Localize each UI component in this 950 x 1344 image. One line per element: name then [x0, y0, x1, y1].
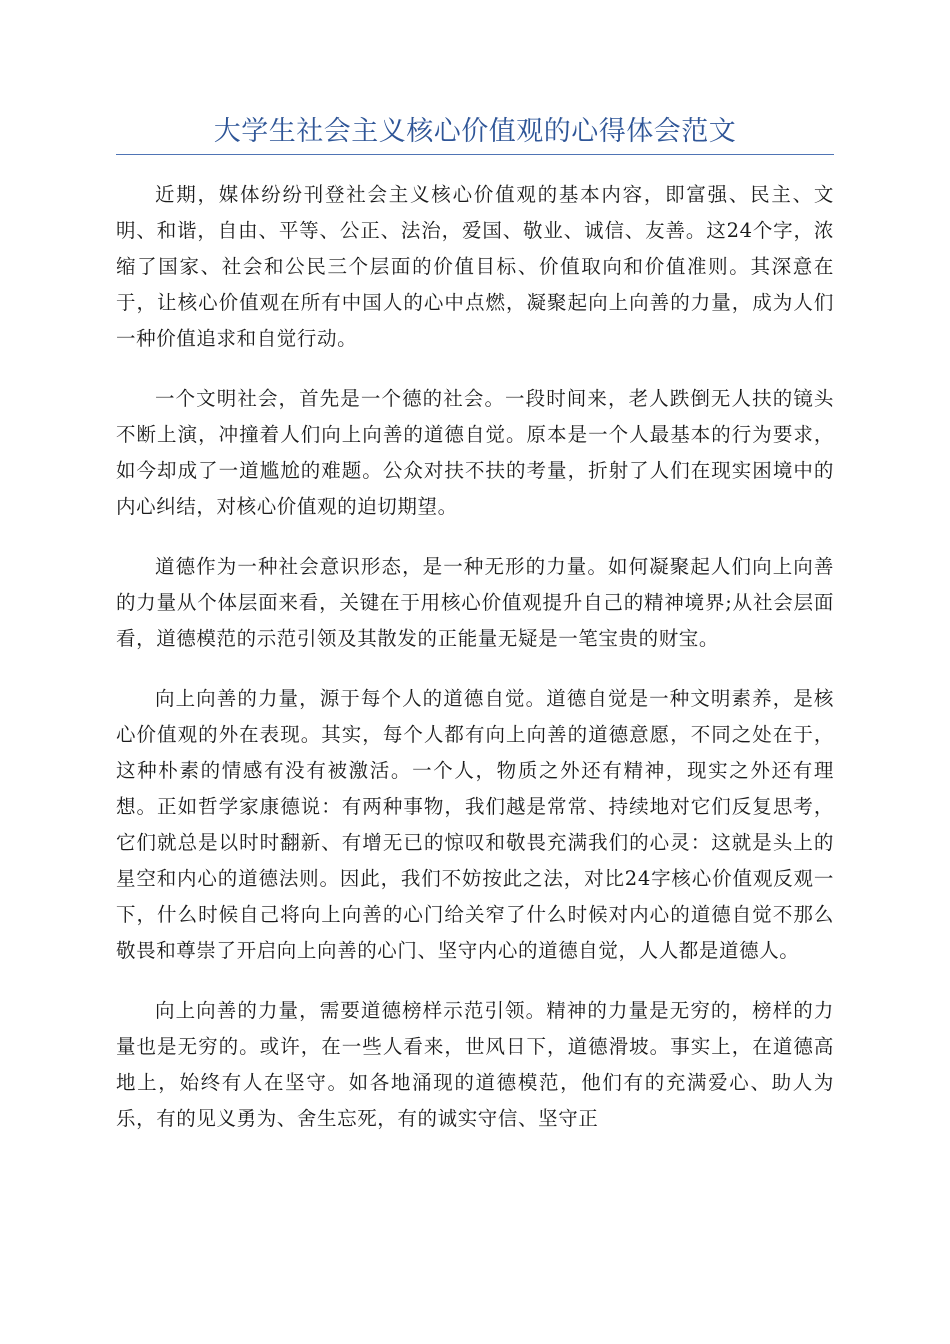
title-underline [116, 154, 834, 155]
page-title: 大学生社会主义核心价值观的心得体会范文 [213, 116, 737, 147]
paragraph-5: 向上向善的力量，需要道德榜样示范引领。精神的力量是无穷的，榜样的力量也是无穷的。或许，在一些人看来，世风日下，道德滑坡。事实上，在道德高地上，始终有人在坚守。如各地涌现的道德模范，他们有的充满爱心、助人为乐，有的见义勇为、舍生忘死，有的诚实守信、坚守正 [116, 999, 834, 1130]
paragraph-4: 向上向善的力量，源于每个人的道德自觉。道德自觉是一种文明素养，是核心价值观的外在表现。其实，每个人都有向上向善的道德意愿，不同之处在于，这种朴素的情感有没有被激活。一个人，物质之外还有精神，现实之外还有理想。正如哲学家康德说：有两种事物，我们越是常常、持续地对它们反复思考，它们就总是以时时翻新、有增无已的惊叹和敬畏充满我们的心灵：这就是头上的星空和内心的道德法则。因此，我们不妨按此之法，对比24字核心价值观反观一下，什么时候自己将向上向善的心门给关窄了什么时候对内心的道德自觉不那么敬畏和尊崇了开启向上向善的心门、坚守内心的道德自觉，人人都是道德人。 [116, 687, 834, 962]
document-body [116, 177, 834, 1161]
paragraph-3: 道德作为一种社会意识形态，是一种无形的力量。如何凝聚起人们向上向善的力量从个体层面来看，关键在于用核心价值观提升自己的精神境界;从社会层面看，道德模范的示范引领及其散发的正能量无疑是一笔宝贵的财宝。 [116, 555, 834, 650]
paragraph-2: 一个文明社会，首先是一个德的社会。一段时间来，老人跌倒无人扶的镜头不断上演，冲撞着人们向上向善的道德自觉。原本是一个人最基本的行为要求，如今却成了一道尴尬的难题。公众对扶不扶的考量，折射了人们在现实困境中的内心纠结，对核心价值观的迫切期望。 [116, 387, 834, 518]
paragraph-1: 近期，媒体纷纷刊登社会主义核心价值观的基本内容，即富强、民主、文明、和谐，自由、平等、公正、法治，爱国、敬业、诚信、友善。这24个字，浓缩了国家、社会和公民三个层面的价值目标、价值取向和价值准则。其深意在于，让核心价值观在所有中国人的心中点燃，凝聚起向上向善的力量，成为人们一种价值追求和自觉行动。 [116, 183, 834, 350]
